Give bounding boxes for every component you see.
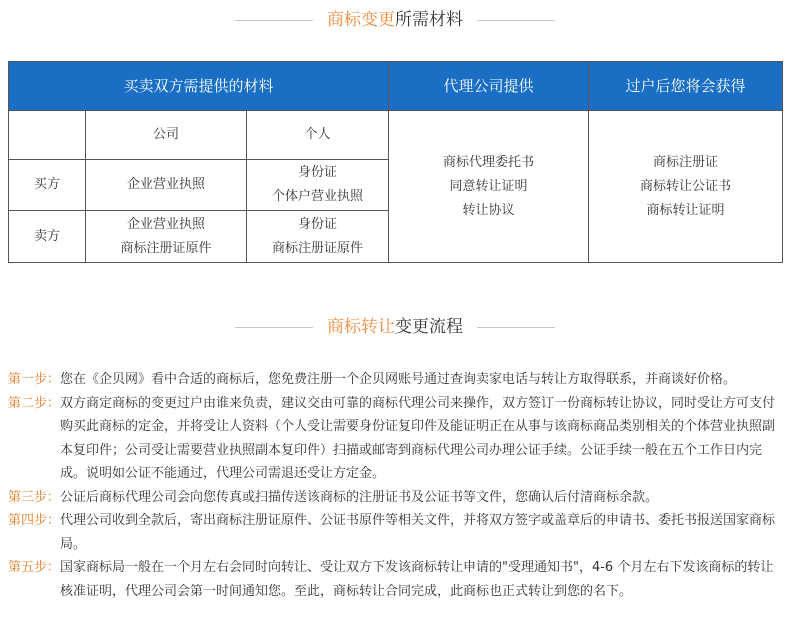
header-obtain: 过户后您将会获得	[589, 62, 783, 111]
step-text: 代理公司收到全款后，寄出商标注册证原件、公证书原件等相关文件，并将双方签字或盖章后的申请书、委托书报送国家商标局。	[60, 513, 776, 552]
corner-cell	[9, 111, 86, 160]
row-buyer: 买方	[9, 160, 86, 211]
buyer-company: 企业营业执照	[86, 160, 247, 211]
obtain-item: 商标转让证明	[646, 202, 725, 218]
header-parties: 买卖双方需提供的材料	[9, 62, 389, 111]
step-text: 公证后商标代理公司会向您传真或扫描传送该商标的注册证书及公证书等文件，您确认后付清商标余款。	[60, 489, 659, 505]
section-title-accent: 商标转让	[327, 317, 395, 337]
title-rule-left	[235, 20, 313, 21]
step-3	[8, 486, 784, 510]
section-title-materials	[0, 8, 790, 32]
step-2	[8, 392, 784, 486]
row-seller: 卖方	[9, 211, 86, 263]
step-label: 第五步：	[8, 560, 61, 575]
obtain-item: 商标转让公证书	[640, 178, 732, 194]
agency-item: 同意转让证明	[449, 178, 528, 194]
agency-item: 转让协议	[462, 202, 515, 218]
buyer-individual	[247, 160, 389, 211]
seller-individual-item: 商标注册证原件	[272, 240, 364, 256]
agency-item: 商标代理委托书	[443, 154, 535, 170]
step-text: 您在《企贝网》看中合适的商标后，您免费注册一个企贝网账号通过查询卖家电话与转让方取得联系，并商谈好价格。	[60, 372, 737, 387]
step-label: 第一步：	[8, 372, 61, 387]
seller-company-item: 商标注册证原件	[120, 240, 212, 256]
step-1	[8, 368, 784, 392]
agency-items	[389, 111, 589, 263]
process-steps	[8, 368, 784, 603]
step-label: 第二步：	[8, 395, 61, 411]
step-label: 第三步：	[8, 489, 61, 505]
section-title-process	[0, 315, 790, 339]
obtain-items	[589, 111, 783, 263]
step-text: 国家商标局一般在一个月左右会同时向转让、受让双方下发该商标转让申请的"受理通知书"，4-6 个月左右下发该商标的转让核准证明，代理公司会第一时间通知您。至此，商标转让合同完成，此商标也正式转让到您的名下。	[60, 560, 774, 599]
title-rule-right	[477, 327, 555, 328]
step-5	[8, 556, 784, 603]
section-title-rest: 所需材料	[395, 10, 463, 30]
step-text: 双方商定商标的变更过户由谁来负责，建议交由可靠的商标代理公司来操作，双方签订一份商标转让协议，同时受让方可支付购买此商标的定金，并将受让人资料（个人受让需要身份证复印件及能证明正在从事与该商标商品类别相关的个体营业执照副本复印件；公司受让需要营业执照副本复印件）扫描或邮寄到商标代理公司办理公证手续。公证手续一般在五个工作日内完成。说明如公证不能通过，代理公司需退还受让方定金。	[60, 395, 776, 481]
col-company: 公司	[86, 111, 247, 160]
section-title-rest: 变更流程	[395, 317, 463, 337]
seller-company	[86, 211, 247, 263]
buyer-individual-item: 个体户营业执照	[272, 189, 364, 204]
seller-individual-item: 身份证	[298, 216, 338, 232]
title-rule-left	[235, 327, 313, 328]
step-label: 第四步：	[8, 513, 61, 528]
obtain-item: 商标注册证	[653, 154, 719, 170]
materials-table	[8, 61, 783, 263]
header-agency: 代理公司提供	[389, 62, 589, 111]
title-rule-right	[477, 20, 555, 21]
step-4	[8, 509, 784, 556]
col-individual: 个人	[247, 111, 389, 160]
buyer-individual-item: 身份证	[298, 165, 338, 180]
seller-individual	[247, 211, 389, 263]
section-title-accent: 商标变更	[327, 10, 395, 30]
seller-company-item: 企业营业执照	[126, 216, 205, 232]
